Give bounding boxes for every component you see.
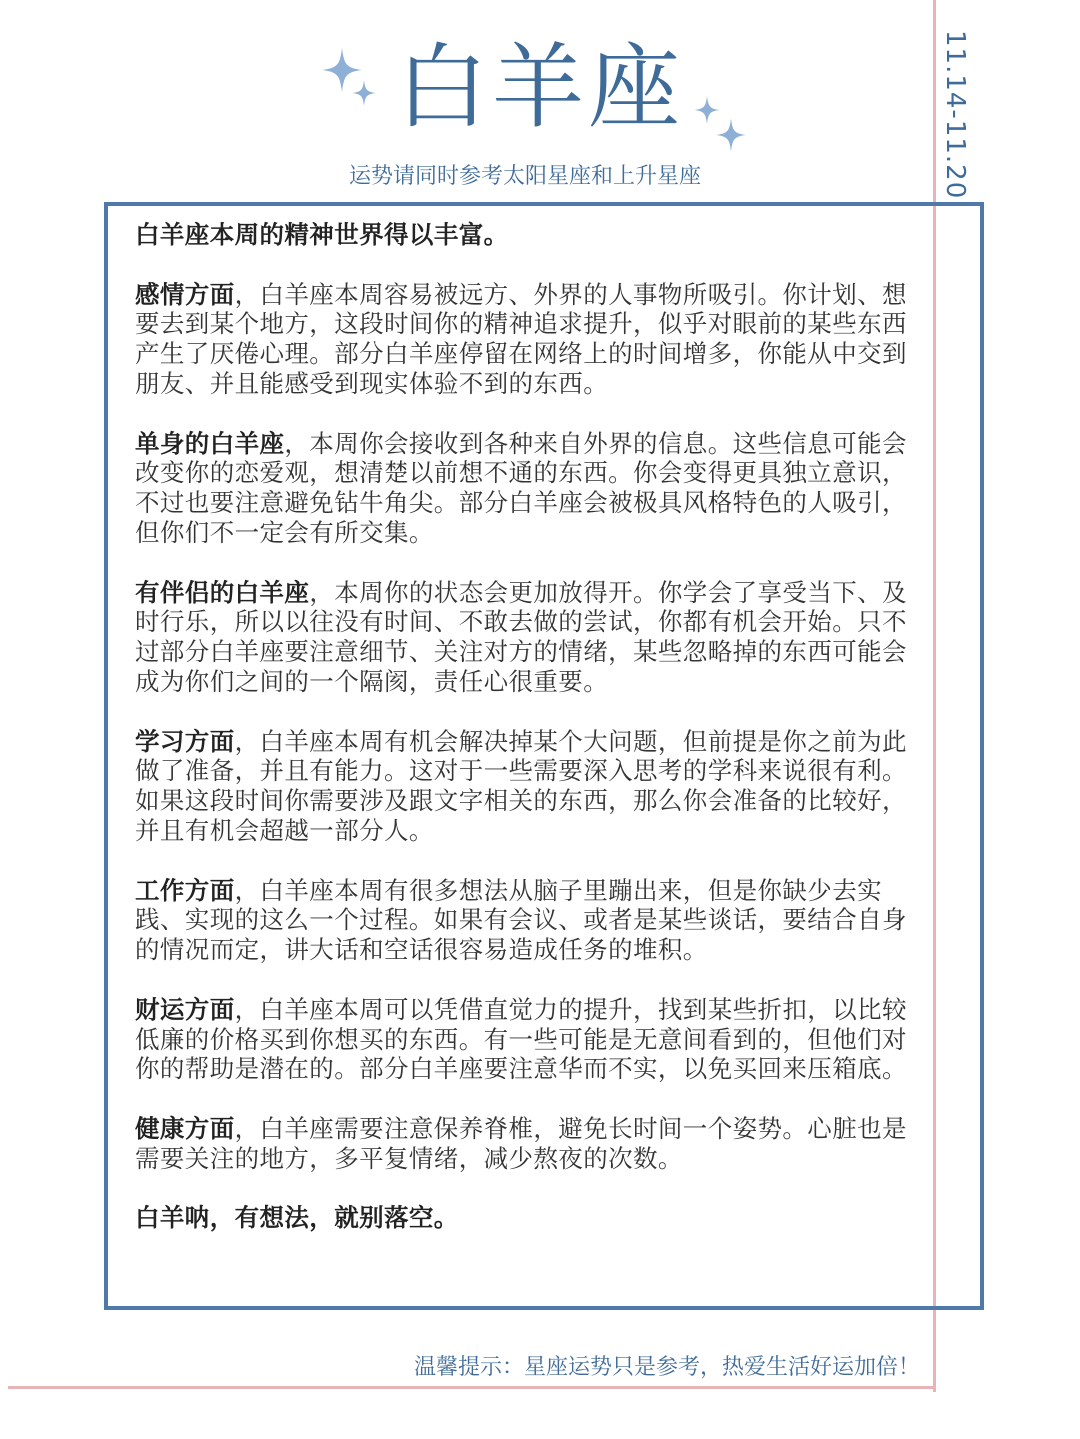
- section-heading: 财运方面: [135, 994, 235, 1024]
- section-heading: 学习方面: [135, 726, 235, 756]
- intro-text: 白羊座本周的精神世界得以丰富。: [135, 220, 509, 249]
- page-subtitle: 运势请同时参考太阳星座和上升星座: [348, 164, 701, 189]
- section-partnered: [135, 578, 917, 697]
- section-heading: 有伴侣的白羊座: [135, 577, 310, 607]
- section-single: [135, 429, 917, 548]
- pink-horizontal-rule: [8, 1386, 936, 1389]
- section-study: [135, 727, 917, 846]
- closing-paragraph: [135, 1203, 917, 1233]
- footer-tip: 温馨提示：星座运势只是参考，热爱生活好运加倍！: [413, 1355, 920, 1380]
- sparkle-icon: [352, 80, 376, 106]
- section-text: ，白羊座本周容易被远方、外界的人事物所吸引。你计划、想要去到某个地方，这段时间你的精神追求提升，似乎对眼前的某些东西产生了厌倦心理。部分白羊座停留在网络上的时间增多，你能从中交到朋友、并且能感受到现实体验不到的东西。: [135, 279, 907, 398]
- section-text: ，本周你会接收到各种来自外界的信息。这些信息可能会改变你的恋爱观，想清楚以前想不通的东西。你会变得更具独立意识，不过也要注意避免钻牛角尖。部分白羊座会被极具风格特色的人吸引，但你们不一定会有所交集。: [135, 428, 907, 547]
- sparkle-icon: [716, 118, 746, 152]
- date-range: 11.14-11.20: [940, 30, 970, 200]
- section-health: [135, 1114, 917, 1174]
- section-love: [135, 280, 917, 399]
- section-text: ，白羊座本周有很多想法从脑子里蹦出来，但是你缺少去实践、实现的这么一个过程。如果有会议、或者是某些谈话，要结合自身的情况而定，讲大话和空话很容易造成任务的堆积。: [135, 875, 907, 965]
- intro-paragraph: [135, 220, 917, 250]
- closing-text: 白羊呐，有想法，就别落空。: [135, 1203, 459, 1233]
- section-text: ，白羊座需要注意保养脊椎，避免长时间一个姿势。心脏也是需要关注的地方，多平复情绪，减少熬夜的次数。: [135, 1113, 907, 1173]
- section-work: [135, 876, 917, 965]
- section-text: ，白羊座本周有机会解决掉某个大问题，但前提是你之前为此做了准备，并且有能力。这对于一些需要深入思考的学科来说很有利。如果这段时间你需要涉及跟文字相关的东西，那么你会准备的比较好，并且有机会超越一部分人。: [135, 726, 907, 845]
- section-heading: 感情方面: [135, 279, 235, 309]
- section-wealth: [135, 995, 917, 1084]
- horoscope-content: [135, 220, 917, 1233]
- section-heading: 工作方面: [135, 875, 235, 905]
- section-text: ，本周你的状态会更加放得开。你学会了享受当下、及时行乐，所以以往没有时间、不敢去做的尝试，你都有机会开始。只不过部分白羊座要注意细节、关注对方的情绪，某些忽略掉的东西可能会成为你们之间的一个隔阂，责任心很重要。: [135, 577, 907, 696]
- section-heading: 健康方面: [135, 1113, 235, 1143]
- page-title: 白羊座: [395, 34, 684, 141]
- section-heading: 单身的白羊座: [135, 428, 285, 458]
- section-text: ，白羊座本周可以凭借直觉力的提升，找到某些折扣，以比较低廉的价格买到你想买的东西。有一些可能是无意间看到的，但他们对你的帮助是潜在的。部分白羊座要注意华而不实，以免买回来压箱底。: [135, 994, 907, 1084]
